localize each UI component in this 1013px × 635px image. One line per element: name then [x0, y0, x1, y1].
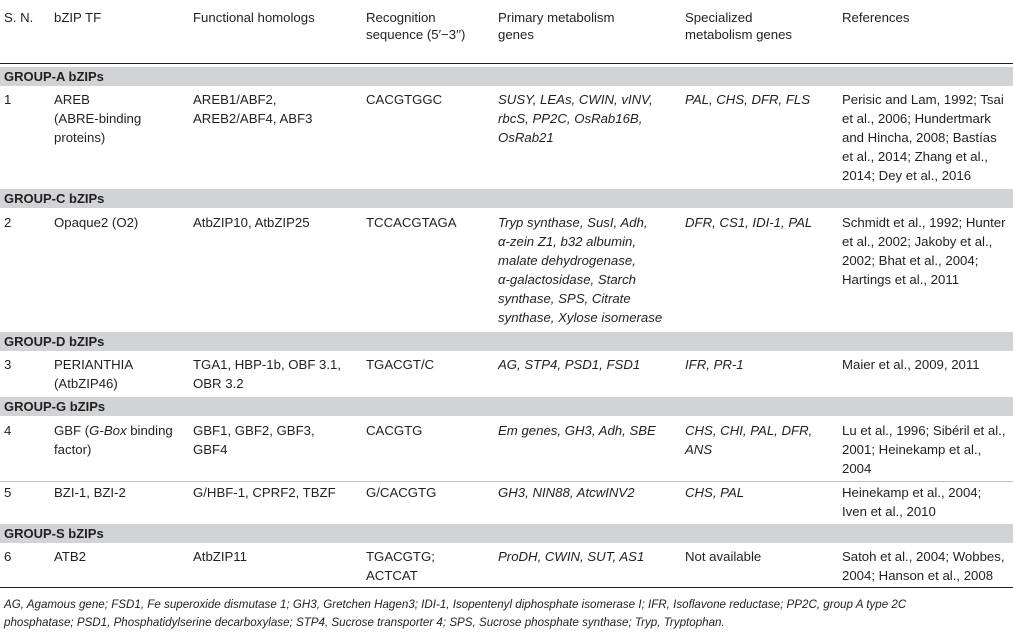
row-4-tf-line: factor) [54, 442, 92, 457]
row-3-tf-line: (AtbZIP46) [54, 376, 118, 391]
row-2-references-line: 2002; Bhat et al., 2004; [842, 253, 979, 268]
header-rule [0, 63, 1013, 64]
header-specialized: Specialized metabolism genes [685, 10, 793, 42]
row-4-recognition [366, 421, 496, 440]
row-2-primary-line: synthase, SPS, Citrate [498, 291, 631, 306]
row-5-specialized [685, 483, 835, 502]
group-a-label: GROUP-A bZIPs [4, 69, 104, 84]
row-6-primary-line: ProDH, CWIN, SUT, AS1 [498, 549, 645, 564]
row-3-sn: 3 [4, 357, 12, 372]
group-s-label: GROUP-S bZIPs [4, 526, 104, 541]
row-5-recognition [366, 483, 496, 502]
row-4-recognition-line: CACGTG [366, 423, 423, 438]
row-1-recognition-line: CACGTGGC [366, 92, 443, 107]
row-1-sn: 1 [4, 92, 12, 107]
row-2-references-line: Schmidt et al., 1992; Hunter [842, 215, 1006, 230]
header-homologs: Functional homologs [193, 10, 315, 25]
row-2-homologs [193, 213, 358, 232]
row-2-recognition [366, 213, 496, 232]
row-3-recognition-line: TGACGT/C [366, 357, 435, 372]
row-5-primary [498, 483, 678, 502]
row-1-tf-line: (ABRE-binding [54, 111, 142, 126]
row-2-tf-line: Opaque2 (O2) [54, 215, 139, 230]
row-5-specialized-line: CHS, PAL [685, 485, 745, 500]
row-5-primary-line: GH3, NIN88, AtcwINV2 [498, 485, 635, 500]
row-3-recognition [366, 355, 496, 374]
row-5-tf-line: BZI-1, BZI-2 [54, 485, 126, 500]
table-header [0, 0, 1013, 62]
row-4-references-line: 2001; Heinekamp et al., [842, 442, 982, 457]
row-2-primary-line: α-galactosidase, Starch [498, 272, 636, 287]
row-2-specialized [685, 213, 835, 232]
row-2-primary-line: Tryp synthase, SusI, Adh, [498, 215, 648, 230]
row-5-references-line: Iven et al., 2010 [842, 504, 936, 519]
row-2-recognition-line: TCCACGTAGA [366, 215, 457, 230]
row-3-homologs-line: OBR 3.2 [193, 376, 244, 391]
row-3-primary-line: AG, STP4, PSD1, FSD1 [498, 357, 641, 372]
row-2-primary-line: malate dehydrogenase, [498, 253, 636, 268]
row-3-specialized-line: IFR, PR-1 [685, 357, 744, 372]
table-footnote [4, 596, 1009, 632]
row-2-primary-line: α-zein Z1, b32 albumin, [498, 234, 636, 249]
row-1-homologs-line: AREB2/ABF4, ABF3 [193, 111, 313, 126]
row-1-primary [498, 90, 678, 147]
row-5-homologs-line: G/HBF-1, CPRF2, TBZF [193, 485, 336, 500]
row-4-homologs-line: GBF1, GBF2, GBF3, [193, 423, 315, 438]
header-references: References [842, 10, 910, 25]
row-3-references-line: Maier et al., 2009, 2011 [842, 357, 980, 372]
header-primary: Primary metabolism genes [498, 10, 615, 42]
row-3-homologs-line: TGA1, HBP-1b, OBF 3.1, [193, 357, 342, 372]
row-4-homologs [193, 421, 358, 459]
row-1-tf-line: AREB [54, 92, 90, 107]
row-5-recognition-line: G/CACGTG [366, 485, 437, 500]
row-6-homologs [193, 547, 358, 566]
row-4-specialized-line: CHS, CHI, PAL, DFR, [685, 423, 813, 438]
group-g-band [0, 397, 1013, 416]
row-2-references-line: Hartings et al., 2011 [842, 272, 960, 287]
row-4-tf-part: binding [126, 423, 173, 438]
header-recognition: Recognition sequence (5′−3′′) [366, 10, 466, 42]
row-4-specialized-line: ANS [685, 442, 713, 457]
group-c-band [0, 189, 1013, 208]
row-6-homologs-line: AtbZIP11 [193, 549, 247, 564]
group-d-label: GROUP-D bZIPs [4, 334, 105, 349]
row-3-homologs [193, 355, 358, 393]
row-5-references-line: Heinekamp et al., 2004; [842, 485, 982, 500]
row-3-tf-line: PERIANTHIA [54, 357, 134, 372]
row-4-homologs-line: GBF4 [193, 442, 228, 457]
row-4-references-line: Lu et al., 1996; Sibéril et al., [842, 423, 1006, 438]
group-a-band [0, 67, 1013, 86]
row-2-sn: 2 [4, 215, 12, 230]
row-separator [0, 481, 1013, 482]
row-1-references-line: et al., 2014; Zhang et al., [842, 149, 988, 164]
row-4-tf-part: GBF ( [54, 423, 90, 438]
footnote-line: AG, Agamous gene; FSD1, Fe superoxide dismutase 1; GH3, Gretchen Hagen3; IDI-1, Isopentenyl diphosphate isomerase I; IFR, Isoflavone reductase; PP2C, group A type 2C [4, 598, 907, 611]
table-bottom-rule [0, 587, 1013, 588]
row-1-references [842, 90, 1012, 185]
row-1-references-line: et al., 2006; Hundertmark [842, 111, 991, 126]
row-5-sn: 5 [4, 485, 12, 500]
group-c-label: GROUP-C bZIPs [4, 191, 105, 206]
row-3-references [842, 355, 1012, 374]
row-1-primary-line: SUSY, LEAs, CWIN, vINV, [498, 92, 653, 107]
row-4-references-line: 2004 [842, 461, 872, 476]
row-6-specialized-line: Not available [685, 549, 762, 564]
row-1-tf-line: proteins) [54, 130, 106, 145]
row-1-specialized-line: PAL, CHS, DFR, FLS [685, 92, 811, 107]
group-g-label: GROUP-G bZIPs [4, 399, 106, 414]
row-6-recognition [366, 547, 496, 585]
row-1-homologs [193, 90, 358, 128]
row-6-recognition-line: TGACGTG; [366, 549, 435, 564]
row-6-specialized [685, 547, 835, 566]
group-s-band [0, 524, 1013, 543]
row-4-primary-line: Em genes, GH3, Adh, SBE [498, 423, 656, 438]
row-3-primary [498, 355, 678, 374]
row-6-tf-line: ATB2 [54, 549, 87, 564]
row-3-specialized [685, 355, 835, 374]
row-4-primary [498, 421, 678, 440]
row-2-specialized-line: DFR, CS1, IDI-1, PAL [685, 215, 813, 230]
row-1-recognition [366, 90, 496, 109]
row-1-tf [54, 90, 184, 147]
header-sn: S. N. [4, 10, 34, 25]
row-1-references-line: and Hincha, 2008; Bastías [842, 130, 997, 145]
header-tf: bZIP TF [54, 10, 102, 25]
footnote-line: phosphatase; PSD1, Phosphatidylserine decarboxylase; STP4, Sucrose transporter 4; SPS, Sucrose phosphate synthase; Tryp, Tryptophan. [4, 616, 725, 629]
row-4-references [842, 421, 1012, 478]
row-6-references-line: Satoh et al., 2004; Wobbes, [842, 549, 1005, 564]
row-2-primary [498, 213, 678, 327]
row-5-tf [54, 483, 184, 502]
row-4-tf-part: G-Box [89, 423, 127, 438]
row-3-tf [54, 355, 184, 393]
row-6-references-line: 2004; Hanson et al., 2008 [842, 568, 994, 583]
row-6-tf [54, 547, 184, 566]
row-1-specialized [685, 90, 835, 109]
row-1-homologs-line: AREB1/ABF2, [193, 92, 277, 107]
row-1-references-line: 2014; Dey et al., 2016 [842, 168, 972, 183]
row-5-references [842, 483, 1012, 521]
row-2-homologs-line: AtbZIP10, AtbZIP25 [193, 215, 310, 230]
group-d-band [0, 332, 1013, 351]
row-2-primary-line: synthase, Xylose isomerase [498, 310, 663, 325]
row-1-primary-line: OsRab21 [498, 130, 554, 145]
row-1-references-line: Perisic and Lam, 1992; Tsai [842, 92, 1004, 107]
row-4-specialized [685, 421, 835, 459]
row-4-tf [54, 421, 184, 459]
row-6-sn: 6 [4, 549, 12, 564]
row-6-references [842, 547, 1012, 585]
row-4-tf-line [54, 421, 184, 440]
row-6-primary [498, 547, 678, 566]
row-2-tf [54, 213, 184, 232]
row-6-recognition-line: ACTCAT [366, 568, 418, 583]
row-1-primary-line: rbcS, PP2C, OsRab16B, [498, 111, 643, 126]
row-2-references [842, 213, 1012, 289]
row-2-references-line: et al., 2002; Jakoby et al., [842, 234, 993, 249]
row-4-sn: 4 [4, 423, 12, 438]
row-5-homologs [193, 483, 358, 502]
